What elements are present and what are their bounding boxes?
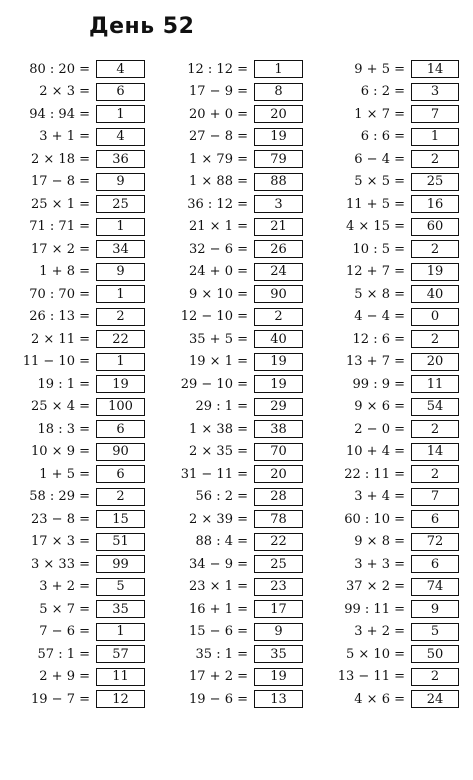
answer-box: 79 (254, 150, 303, 168)
answer-box: 4 (96, 128, 145, 146)
problem-row (0, 441, 145, 464)
problem-expression: 12 − 10 = (180, 309, 248, 325)
answer-box: 20 (254, 105, 303, 123)
problem-row (156, 441, 303, 464)
answer-box: 9 (96, 173, 145, 191)
problem-row (156, 103, 303, 126)
problem-row (313, 666, 459, 689)
answer-box: 25 (96, 195, 145, 213)
problem-expression: 17 − 8 = (31, 174, 90, 190)
problem-row (156, 553, 303, 576)
answer-box: 51 (96, 533, 145, 551)
answer-box: 0 (411, 308, 459, 326)
answer-box: 19 (254, 128, 303, 146)
answer-box: 9 (254, 623, 303, 641)
problem-expression: 21 × 1 = (189, 219, 248, 235)
problem-expression: 12 + 7 = (346, 264, 405, 280)
problem-expression: 9 × 8 = (354, 534, 405, 550)
problem-row (156, 193, 303, 216)
problem-column-2 (156, 58, 303, 711)
problem-row (0, 238, 145, 261)
answer-box: 88 (254, 173, 303, 191)
problem-expression: 27 − 8 = (189, 129, 248, 145)
problem-expression: 3 + 3 = (354, 556, 405, 572)
problem-expression: 23 − 8 = (31, 511, 90, 527)
answer-box: 100 (96, 398, 145, 416)
problem-expression: 25 × 4 = (31, 399, 90, 415)
answer-box: 2 (411, 668, 459, 686)
problem-row (0, 171, 145, 194)
problem-row (313, 238, 459, 261)
problem-row (0, 126, 145, 149)
problem-expression: 4 × 6 = (354, 691, 405, 707)
problem-expression: 2 × 39 = (189, 511, 248, 527)
problem-expression: 4 × 15 = (346, 219, 405, 235)
problem-row (156, 306, 303, 329)
answer-box: 54 (411, 398, 459, 416)
answer-box: 36 (96, 150, 145, 168)
problem-row (0, 58, 145, 81)
answer-box: 90 (254, 285, 303, 303)
problem-row (156, 621, 303, 644)
problem-expression: 17 × 3 = (31, 534, 90, 550)
problem-expression: 19 − 6 = (189, 691, 248, 707)
problem-row (156, 396, 303, 419)
problem-expression: 17 + 2 = (189, 669, 248, 685)
answer-box: 70 (254, 443, 303, 461)
problem-row (313, 486, 459, 509)
problem-expression: 9 + 5 = (354, 61, 405, 77)
answer-box: 1 (96, 218, 145, 236)
answer-box: 40 (411, 285, 459, 303)
answer-box: 99 (96, 555, 145, 573)
answer-box: 22 (254, 533, 303, 551)
problem-expression: 56 : 2 = (195, 489, 248, 505)
answer-box: 6 (96, 465, 145, 483)
problem-expression: 57 : 1 = (37, 646, 90, 662)
problem-row (313, 441, 459, 464)
answer-box: 3 (411, 83, 459, 101)
problem-expression: 4 − 4 = (354, 309, 405, 325)
answer-box: 23 (254, 578, 303, 596)
answer-box: 11 (411, 375, 459, 393)
problem-row (156, 576, 303, 599)
answer-box: 90 (96, 443, 145, 461)
answer-box: 2 (411, 465, 459, 483)
problem-expression: 19 − 7 = (31, 691, 90, 707)
problem-column-3 (313, 58, 459, 711)
answer-box: 2 (96, 308, 145, 326)
problem-row (313, 148, 459, 171)
problem-expression: 1 × 7 = (354, 106, 405, 122)
answer-box: 4 (96, 60, 145, 78)
problem-expression: 5 × 7 = (39, 601, 90, 617)
problem-row (156, 261, 303, 284)
problem-expression: 35 : 1 = (195, 646, 248, 662)
page-title: День 52 (89, 14, 195, 39)
problem-expression: 2 − 0 = (354, 421, 405, 437)
answer-box: 21 (254, 218, 303, 236)
problem-expression: 11 + 5 = (346, 196, 405, 212)
problem-row (313, 261, 459, 284)
answer-box: 2 (254, 308, 303, 326)
problem-expression: 2 × 11 = (31, 331, 90, 347)
problem-expression: 10 : 5 = (352, 241, 405, 257)
answer-box: 2 (411, 420, 459, 438)
answer-box: 2 (411, 330, 459, 348)
problem-row (156, 81, 303, 104)
problem-expression: 17 × 2 = (31, 241, 90, 257)
problem-column-1 (0, 58, 145, 711)
answer-box: 1 (96, 353, 145, 371)
problem-row (156, 463, 303, 486)
problem-row (313, 373, 459, 396)
problem-row (0, 306, 145, 329)
problem-row (0, 508, 145, 531)
problem-expression: 9 × 10 = (189, 286, 248, 302)
answer-box: 22 (96, 330, 145, 348)
problem-row (0, 396, 145, 419)
problem-row (313, 351, 459, 374)
problem-expression: 99 : 9 = (352, 376, 405, 392)
problem-expression: 3 × 33 = (31, 556, 90, 572)
problem-expression: 32 − 6 = (189, 241, 248, 257)
problem-row (313, 171, 459, 194)
problem-row (156, 238, 303, 261)
problem-expression: 94 : 94 = (29, 106, 90, 122)
problem-expression: 2 × 18 = (31, 151, 90, 167)
problem-row (313, 643, 459, 666)
answer-box: 19 (96, 375, 145, 393)
problem-row (0, 373, 145, 396)
answer-box: 6 (411, 555, 459, 573)
answer-box: 13 (254, 690, 303, 708)
problem-expression: 23 × 1 = (189, 579, 248, 595)
answer-box: 14 (411, 443, 459, 461)
problem-row (156, 126, 303, 149)
problem-expression: 34 − 9 = (189, 556, 248, 572)
problem-row (156, 283, 303, 306)
problem-row (0, 531, 145, 554)
problem-row (313, 418, 459, 441)
problem-row (0, 81, 145, 104)
problem-expression: 5 × 8 = (354, 286, 405, 302)
problem-row (0, 486, 145, 509)
problem-row (156, 328, 303, 351)
answer-box: 20 (254, 465, 303, 483)
problem-row (156, 666, 303, 689)
problem-row (313, 553, 459, 576)
problem-expression: 12 : 12 = (187, 61, 248, 77)
answer-box: 25 (254, 555, 303, 573)
answer-box: 8 (254, 83, 303, 101)
problem-row (0, 418, 145, 441)
answer-box: 2 (411, 150, 459, 168)
problem-row (0, 598, 145, 621)
answer-box: 15 (96, 510, 145, 528)
problem-row (0, 283, 145, 306)
problem-expression: 88 : 4 = (195, 534, 248, 550)
problem-expression: 7 − 6 = (39, 624, 90, 640)
problem-expression: 1 × 38 = (189, 421, 248, 437)
problem-expression: 10 × 9 = (31, 444, 90, 460)
answer-box: 60 (411, 218, 459, 236)
answer-box: 50 (411, 645, 459, 663)
answer-box: 14 (411, 60, 459, 78)
answer-box: 17 (254, 600, 303, 618)
problem-expression: 2 + 9 = (39, 669, 90, 685)
problem-row (156, 643, 303, 666)
problem-row (313, 58, 459, 81)
answer-box: 19 (411, 263, 459, 281)
problem-row (156, 418, 303, 441)
problem-row (156, 598, 303, 621)
problem-row (0, 688, 145, 711)
problem-row (0, 576, 145, 599)
problem-row (0, 553, 145, 576)
answer-box: 74 (411, 578, 459, 596)
answer-box: 1 (411, 128, 459, 146)
answer-box: 29 (254, 398, 303, 416)
problem-expression: 5 × 10 = (346, 646, 405, 662)
problem-expression: 3 + 2 = (39, 579, 90, 595)
answer-box: 6 (96, 420, 145, 438)
problem-expression: 11 − 10 = (22, 354, 90, 370)
problem-row (0, 621, 145, 644)
problem-expression: 19 : 1 = (37, 376, 90, 392)
problem-row (156, 373, 303, 396)
problem-expression: 25 × 1 = (31, 196, 90, 212)
problem-expression: 35 + 5 = (189, 331, 248, 347)
problem-row (0, 463, 145, 486)
problem-row (313, 621, 459, 644)
problem-expression: 29 − 10 = (180, 376, 248, 392)
problem-expression: 2 × 35 = (189, 444, 248, 460)
answer-box: 19 (254, 375, 303, 393)
problem-expression: 70 : 70 = (29, 286, 90, 302)
problem-row (313, 688, 459, 711)
problem-row (0, 261, 145, 284)
problem-row (156, 688, 303, 711)
answer-box: 12 (96, 690, 145, 708)
problem-row (0, 328, 145, 351)
problem-row (313, 508, 459, 531)
problem-row (0, 148, 145, 171)
problem-row (156, 58, 303, 81)
answer-box: 5 (96, 578, 145, 596)
answer-box: 35 (96, 600, 145, 618)
problem-row (156, 531, 303, 554)
answer-box: 1 (254, 60, 303, 78)
problem-row (156, 171, 303, 194)
answer-box: 20 (411, 353, 459, 371)
problem-row (313, 193, 459, 216)
problem-expression: 60 : 10 = (344, 511, 405, 527)
problem-expression: 36 : 12 = (187, 196, 248, 212)
answer-box: 25 (411, 173, 459, 191)
problem-expression: 37 × 2 = (346, 579, 405, 595)
answer-box: 19 (254, 353, 303, 371)
problem-row (0, 216, 145, 239)
answer-box: 28 (254, 488, 303, 506)
problem-expression: 6 − 4 = (354, 151, 405, 167)
problem-row (313, 328, 459, 351)
problem-expression: 71 : 71 = (29, 219, 90, 235)
problem-row (0, 103, 145, 126)
problem-row (156, 216, 303, 239)
problem-row (156, 148, 303, 171)
problem-expression: 3 + 4 = (354, 489, 405, 505)
problem-expression: 22 : 11 = (344, 466, 405, 482)
problem-row (313, 396, 459, 419)
problem-expression: 31 − 11 = (180, 466, 248, 482)
problem-expression: 1 + 5 = (39, 466, 90, 482)
problem-expression: 10 + 4 = (346, 444, 405, 460)
problem-expression: 15 − 6 = (189, 624, 248, 640)
answer-box: 5 (411, 623, 459, 641)
answer-box: 35 (254, 645, 303, 663)
problem-row (313, 103, 459, 126)
answer-box: 24 (411, 690, 459, 708)
answer-box: 7 (411, 488, 459, 506)
problem-row (0, 666, 145, 689)
problem-row (0, 643, 145, 666)
answer-box: 7 (411, 105, 459, 123)
problem-row (313, 126, 459, 149)
problem-expression: 9 × 6 = (354, 399, 405, 415)
answer-box: 6 (411, 510, 459, 528)
problem-expression: 29 : 1 = (195, 399, 248, 415)
problem-row (313, 463, 459, 486)
answer-box: 6 (96, 83, 145, 101)
problem-row (0, 351, 145, 374)
answer-box: 16 (411, 195, 459, 213)
answer-box: 9 (411, 600, 459, 618)
answer-box: 24 (254, 263, 303, 281)
problem-expression: 58 : 29 = (29, 489, 90, 505)
problem-expression: 13 + 7 = (346, 354, 405, 370)
problem-expression: 19 × 1 = (189, 354, 248, 370)
problem-expression: 6 : 6 = (360, 129, 405, 145)
answer-box: 26 (254, 240, 303, 258)
problem-row (0, 193, 145, 216)
problem-expression: 5 × 5 = (354, 174, 405, 190)
answer-box: 2 (96, 488, 145, 506)
problem-expression: 16 + 1 = (189, 601, 248, 617)
problem-row (313, 531, 459, 554)
answer-box: 1 (96, 623, 145, 641)
answer-box: 19 (254, 668, 303, 686)
problem-row (313, 81, 459, 104)
problem-expression: 24 + 0 = (189, 264, 248, 280)
problem-expression: 2 × 3 = (39, 84, 90, 100)
problem-row (156, 508, 303, 531)
problem-expression: 80 : 20 = (29, 61, 90, 77)
answer-box: 38 (254, 420, 303, 438)
problem-expression: 1 × 79 = (189, 151, 248, 167)
problem-expression: 12 : 6 = (352, 331, 405, 347)
problem-row (156, 486, 303, 509)
problem-expression: 20 + 0 = (189, 106, 248, 122)
answer-box: 78 (254, 510, 303, 528)
answer-box: 11 (96, 668, 145, 686)
answer-box: 3 (254, 195, 303, 213)
problem-row (313, 576, 459, 599)
answer-box: 1 (96, 105, 145, 123)
problem-expression: 1 + 8 = (39, 264, 90, 280)
answer-box: 2 (411, 240, 459, 258)
problem-row (313, 598, 459, 621)
answer-box: 9 (96, 263, 145, 281)
problem-expression: 6 : 2 = (360, 84, 405, 100)
problem-row (313, 283, 459, 306)
answer-box: 57 (96, 645, 145, 663)
problem-expression: 18 : 3 = (37, 421, 90, 437)
problem-row (313, 216, 459, 239)
problem-row (156, 351, 303, 374)
problem-expression: 99 : 11 = (344, 601, 405, 617)
answer-box: 1 (96, 285, 145, 303)
problem-expression: 13 − 11 = (337, 669, 405, 685)
problem-expression: 1 × 88 = (189, 174, 248, 190)
answer-box: 34 (96, 240, 145, 258)
answer-box: 72 (411, 533, 459, 551)
problem-expression: 17 − 9 = (189, 84, 248, 100)
problem-expression: 26 : 13 = (29, 309, 90, 325)
problem-row (313, 306, 459, 329)
problem-expression: 3 + 2 = (354, 624, 405, 640)
answer-box: 40 (254, 330, 303, 348)
problem-expression: 3 + 1 = (39, 129, 90, 145)
